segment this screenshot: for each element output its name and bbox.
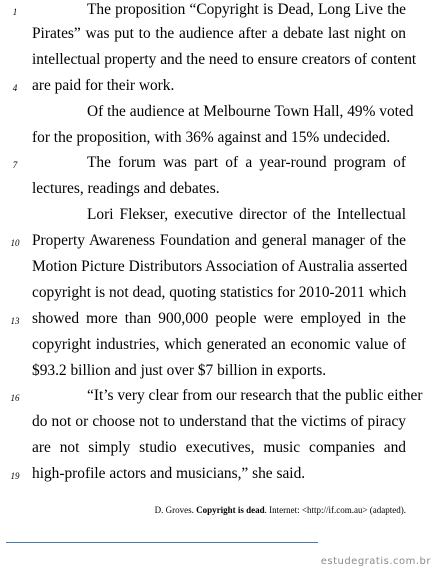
- line-number-4: 4: [12, 83, 18, 93]
- line-number-16: 16: [10, 393, 20, 403]
- article-line-18: are not simply studio executives, music companies and: [32, 439, 406, 456]
- article-line-16: “It’s very clear from our research that the public either: [87, 387, 423, 404]
- article-line-7: The forum was part of a year-round program of: [87, 154, 406, 171]
- article-line-4: are paid for their work.: [32, 77, 175, 94]
- article-line-3: intellectual property and the need to ensure creators of content: [32, 51, 417, 68]
- article-line-10: Property Awareness Foundation and general manager of the: [32, 232, 406, 249]
- line-number-10: 10: [10, 238, 20, 248]
- article-line-11: Motion Picture Distributors Association of Australia asserted: [32, 258, 408, 275]
- citation-title: Copyright is dead: [196, 505, 265, 515]
- citation-author: D. Groves.: [154, 505, 197, 515]
- article-line-15: $93.2 billion and just over $7 billion in exports.: [32, 362, 327, 379]
- article-line-19: high-profile actors and musicians,” she said.: [32, 465, 306, 482]
- article-line-12: copyright is not dead, quoting statistics for 2010-2011 which: [32, 284, 407, 301]
- article-line-8: lectures, readings and debates.: [32, 180, 220, 197]
- article-line-17: do not or choose not to understand that the victims of piracy: [32, 413, 406, 430]
- footer-divider: [6, 542, 318, 543]
- article-line-1: The proposition “Copyright is Dead, Long Live the: [87, 1, 406, 18]
- citation-url: . Internet: <http://if.com.au> (adapted).: [264, 505, 406, 515]
- article-line-5: Of the audience at Melbourne Town Hall, 49% voted: [87, 103, 414, 120]
- article-line-6: for the proposition, with 36% against and 15% undecided.: [32, 129, 391, 146]
- article-line-9: Lori Flekser, executive director of the Intellectual: [87, 206, 406, 223]
- site-watermark: estudegratis.com.br: [320, 556, 431, 567]
- line-number-13: 13: [10, 316, 20, 326]
- article-line-14: copyright industries, which generated an economic value of: [32, 336, 406, 353]
- line-number-7: 7: [12, 160, 18, 170]
- source-citation: [155, 504, 406, 516]
- line-number-19: 19: [10, 471, 20, 481]
- article-line-13: showed more than 900,000 people were employed in the: [32, 310, 406, 327]
- line-number-1: 1: [12, 7, 18, 17]
- article-line-2: Pirates” was put to the audience after a debate last night on: [32, 25, 406, 42]
